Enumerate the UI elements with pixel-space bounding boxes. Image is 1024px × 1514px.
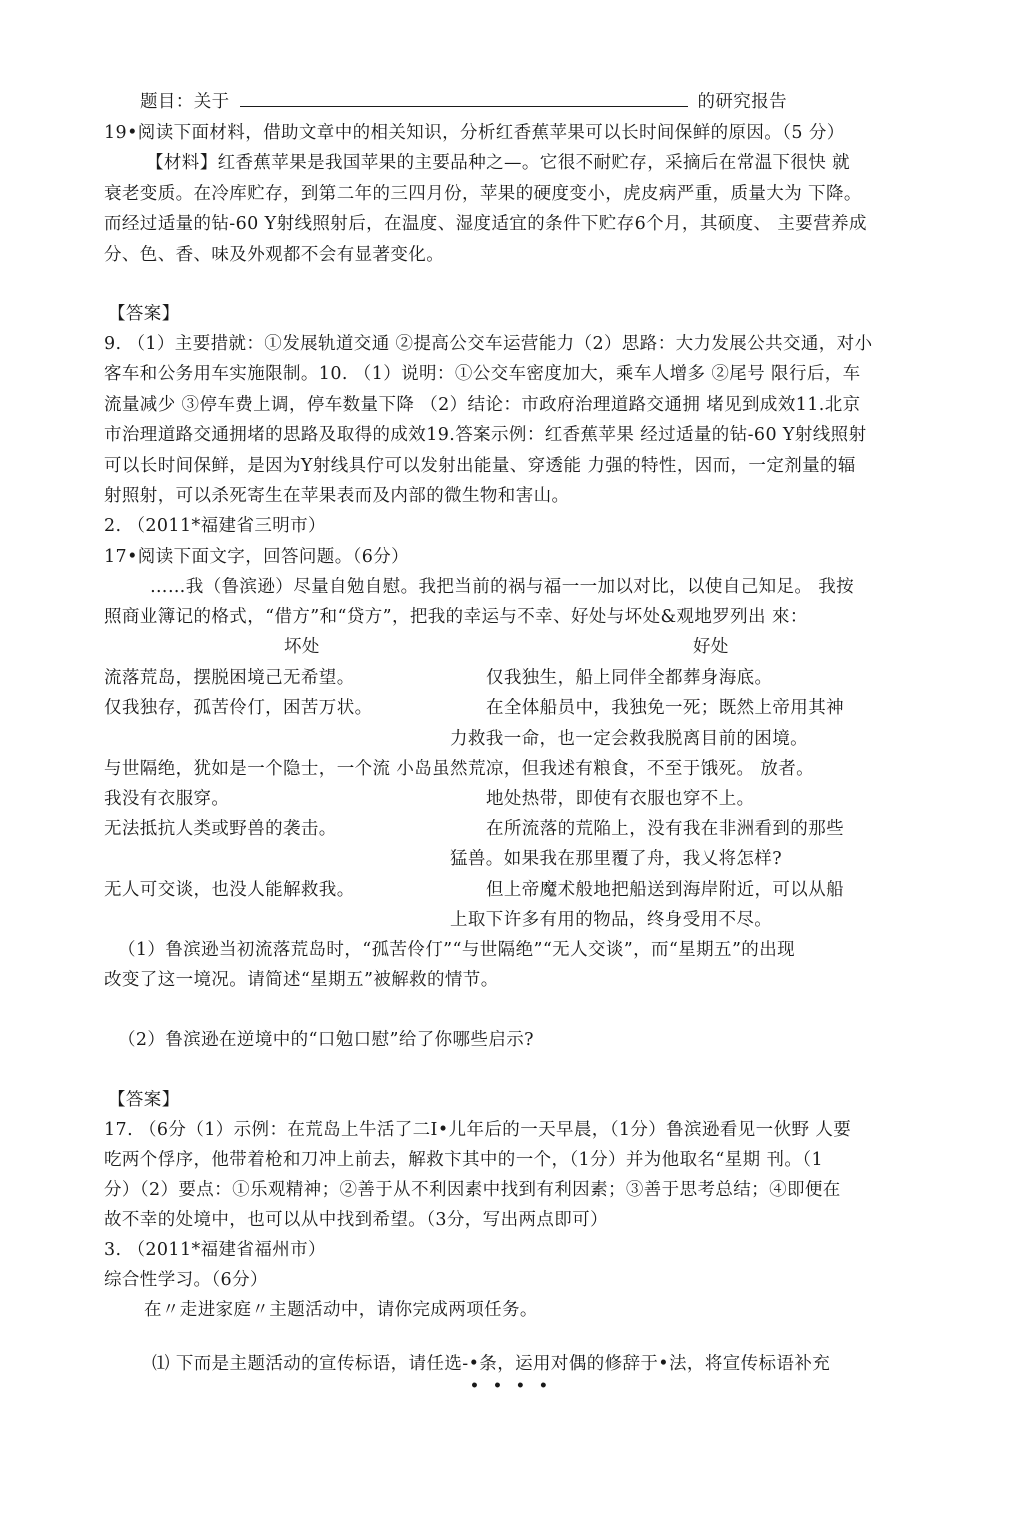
table-row-2-bad: 仅我独存，孤苦伶仃，困苦万状。 [104,698,373,718]
table-row-5-good-cont: 猛兽。如果我在那里覆了舟，我乂将怎样? [450,849,782,869]
table-row-5-good: 在所流落的荒陥上，没有我在非洲看到的那些 [486,819,844,839]
sub-question-1-line-1: （1）鲁滨逊当初流落荒岛时，“孤苦伶仃”“与世隔绝”“无人交谈”，而“星期五”的出现 [118,940,796,960]
answer-1-line-4: 市治理道路交通拥堵的思路及取得的成效19.答案示例：红香蕉苹果 经过适量的钻-60 Y射线照射 [104,425,867,445]
report-title-suffix: 的研究报告 [697,92,787,112]
section-3-heading: 3. （2011*福建省福州市） [104,1240,326,1260]
report-title-line [140,88,787,114]
answer-2-line-3: 分）（2）要点：①乐观精神；②善于从不利因素中找到有利因素；③善于思考总结；④即便在 [104,1180,841,1200]
emphasis-dots: •••• [470,1378,562,1394]
blank-underline [240,88,688,107]
answer-1-line-5: 可以长时间保鲜，是因为Y射线具佇可以发射出能量、穿透能 力强的特性，因而，一定剂量的辐 [104,456,856,476]
table-row-4-good: 地处热带，即使有衣服也穿不上。 [486,789,755,809]
section-3-instruction: 在〃走进家庭〃主题活动中，请你完成两项任务。 [144,1300,538,1320]
material-line-2: 衰老变质。在冷库贮存，到第二年的三四月份，苹果的硬度变小，虎皮病严重，质量大为 下降。 [104,184,862,204]
section-3-task-1: ⑴ 下而是主题活动的宣传标语，请任选-•条，运用对偶的修辞于•法，将宣传标语补充 [152,1354,831,1374]
question-19: 19•阅读下面材料，借助文章中的相关知识，分析红香蕉苹果可以长时间保鲜的原因。（5 分） [104,123,845,143]
passage-line-1: ……我（鲁滨逊）尽量自勉自慰。我把当前的祸与福一一加以对比，以使自己知足。 我按 [150,577,855,597]
answer-heading-2: 【答案】 [108,1090,180,1110]
sub-question-2: （2）鲁滨逊在逆境中的“口勉口慰”给了你哪些启示? [118,1030,534,1050]
table-row-6-bad: 无人可交谈，也没人能解救我。 [104,880,355,900]
answer-1-line-6: 射照射，可以杀死寄生在苹果表而及内部的微生物和害山。 [104,486,570,506]
answer-2-line-1: 17. （6分（1）示例：在荒岛上牛活了二I•儿年后的一天早晨，（1分）鲁滨逊看见一伙野 人要 [104,1120,852,1140]
section-3-title: 综合性学习。（6分） [104,1270,268,1290]
answer-1-line-3: 流量减少 ③停车费上调，停车数量下降 （2）结论：市政府治理道路交通拥 堵见到成效11.北京 [104,395,861,415]
answer-2-line-2: 吃两个俘序，他带着枪和刀冲上前去，解救卞其中的一个，（1分）并为他取名“星期 刊。（1 [104,1150,823,1170]
report-title-prefix: 题目：关于 [140,92,230,112]
answer-1-line-1: 9. （1）主要措就：①发展轨道交通 ②提高公交车运营能力（2）思路：大力发展公共交通，对小 [104,334,873,354]
answer-2-line-4: 故不幸的处境中，也可以从中找到希望。（3分，写出两点即可） [104,1210,608,1230]
passage-line-2: 照商业簿记的格式，“借方”和“贷方”，把我的幸运与不幸、好处与坏处&观地罗列出 來： [104,607,808,627]
material-line-1: 【材料】红香蕉苹果是我国苹果的主要品种之—。它很不耐贮存，采摘后在常温下很快 就 [146,153,851,173]
table-row-4-bad: 我没有衣服穿。 [104,789,230,809]
material-line-4: 分、色、香、味及外观都不会有显著变化。 [104,245,445,265]
answer-heading-1: 【答案】 [108,304,180,324]
column-heading-good: 好处 [693,637,729,657]
table-row-1-bad: 流落荒岛，摆脱困境己无希望。 [104,668,355,688]
question-17: 17•阅读下面文字，回答问题。（6分） [104,547,410,567]
column-heading-bad: 坏处 [284,637,320,657]
material-line-3: 而经过适量的钻-60 Y射线照射后，在温度、湿度适宜的条件下贮存6个月，其硕度、 主要营养成 [104,214,867,234]
table-row-5-bad: 无法抵抗人类或野兽的袭击。 [104,819,337,839]
table-row-6-good-cont: 上取下许多有用的物品，终身受用不尽。 [450,910,773,930]
sub-question-1-line-2: 改变了这一境况。请简述“星期五”被解救的情节。 [104,970,499,990]
table-row-2-good: 在全体船员中，我独免一死；既然上帝用其神 [486,698,844,718]
table-row-2-good-cont: 力救我一命，也一定会救我脱离目前的困境。 [450,729,808,749]
table-row-3: 与世隔绝，犹如是一个隐士，一个流 小岛虽然荒凉，但我述有粮食，不至于饿死。 放者。 [104,759,815,779]
table-row-6-good: 但上帝魔术般地把船送到海岸附近，可以从船 [486,880,844,900]
table-row-1-good: 仅我独生，船上同伴全都葬身海底。 [486,668,773,688]
section-2-heading: 2. （2011*福建省三明市） [104,516,326,536]
answer-1-line-2: 客车和公务用车实施限制。10. （1）说明：①公交车密度加大，乘车人增多 ②尾号 限行后，车 [104,364,861,384]
